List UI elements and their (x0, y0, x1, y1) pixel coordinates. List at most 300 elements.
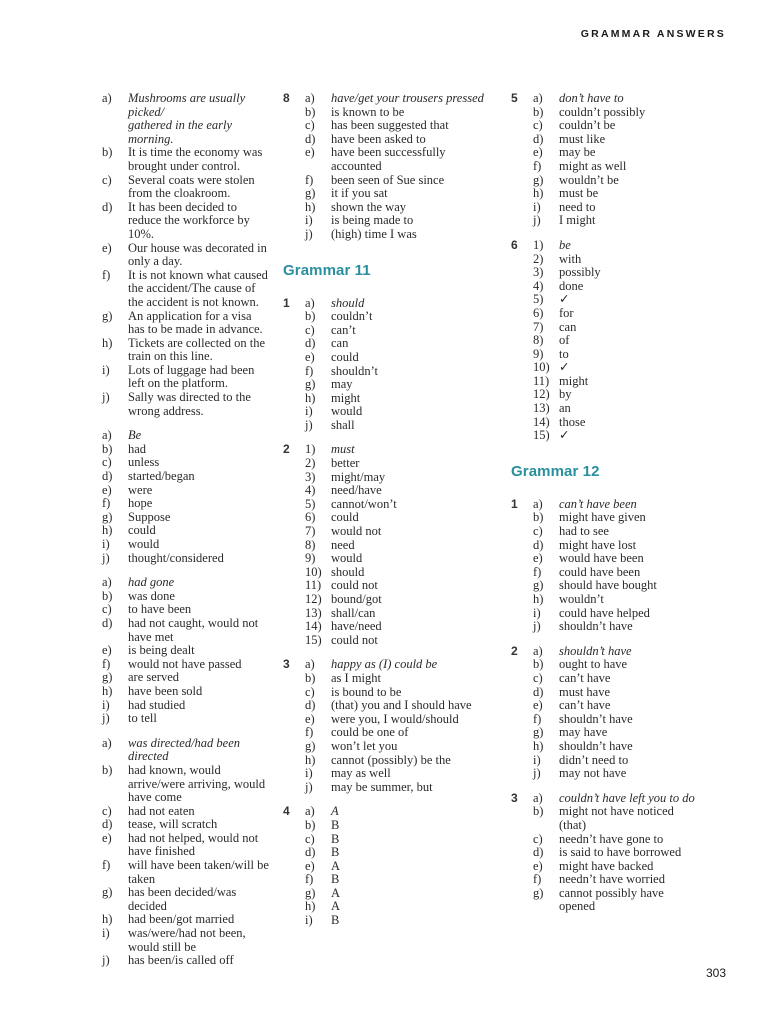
item-label: g) (102, 308, 113, 323)
item-label: b) (533, 657, 544, 672)
answer-text: from the cloakroom. (128, 186, 231, 201)
answer-text: It is time the economy was (128, 145, 263, 160)
item-label: j) (533, 766, 541, 781)
exercise-number (511, 266, 533, 280)
answer-line (511, 187, 736, 201)
exercise-number (80, 364, 102, 378)
answer-text: might/may (331, 469, 386, 484)
answer-line (80, 405, 280, 419)
item-label: j) (102, 711, 110, 726)
item-label: 7) (533, 319, 544, 334)
answer-line (80, 590, 280, 604)
item-label: d) (102, 199, 113, 214)
exercise-number (283, 781, 305, 795)
item-label: d) (533, 537, 544, 552)
exercise-number (283, 119, 305, 133)
exercise-number (80, 228, 102, 242)
answer-text: needn’t have worried (559, 872, 665, 887)
exercise-number (80, 92, 102, 119)
answer-line (80, 644, 280, 658)
item-label: f) (533, 711, 542, 726)
exercise-number (511, 552, 533, 566)
answer-text: has been suggested that (331, 118, 449, 133)
item-label: a) (102, 735, 112, 750)
exercise-number (511, 293, 533, 307)
answer-line (283, 914, 508, 928)
item-label: 8) (305, 537, 316, 552)
exercise-number (80, 511, 102, 525)
answer-text: Lots of luggage had been (128, 362, 255, 377)
item-label: c) (305, 831, 315, 846)
answer-text: must like (559, 131, 606, 146)
exercise-block (511, 498, 736, 634)
item-label: j) (533, 213, 541, 228)
exercise-number (80, 900, 102, 914)
answer-line (511, 552, 736, 566)
item-label: b) (102, 145, 113, 160)
exercise-number (80, 497, 102, 511)
answer-text: might (559, 373, 589, 388)
answer-text: has to be made in advance. (128, 322, 263, 337)
exercise-number (283, 620, 305, 634)
answer-line (80, 174, 280, 188)
exercise-number (80, 187, 102, 201)
exercise-number (511, 106, 533, 120)
exercise-number (511, 525, 533, 539)
answer-line (283, 405, 508, 419)
item-label: a) (305, 295, 315, 310)
answer-line (283, 187, 508, 201)
answer-line (80, 201, 280, 215)
answer-line (283, 566, 508, 580)
item-label: c) (533, 831, 543, 846)
exercise-number (511, 754, 533, 768)
item-label: j) (102, 550, 110, 565)
section-heading: Grammar 11 (283, 261, 371, 279)
answer-text: Sally was directed to the (128, 390, 251, 405)
item-label: 5) (305, 496, 316, 511)
item-label: h) (533, 186, 544, 201)
item-label (102, 845, 128, 859)
answer-line (511, 511, 736, 525)
exercise-number (80, 791, 102, 805)
answer-text: as I might (331, 670, 381, 685)
item-label (102, 631, 128, 645)
item-label: b) (102, 441, 113, 456)
exercise-number (511, 579, 533, 593)
answer-text: Our house was decorated in (128, 240, 267, 255)
answer-text: have been sold (128, 683, 203, 698)
exercise-number (80, 350, 102, 364)
exercise-number (283, 146, 305, 160)
answer-text: may be summer, but (331, 779, 433, 794)
answer-text: had been/got married (128, 912, 235, 927)
answer-text: must (331, 442, 355, 457)
item-label: i) (102, 537, 110, 551)
answer-text: needn’t have gone to (559, 831, 664, 846)
exercise-number (283, 106, 305, 120)
answer-text: was done (128, 588, 175, 603)
answer-line (283, 754, 508, 768)
answer-line (80, 524, 280, 538)
item-label: 11) (533, 373, 550, 388)
answer-text: can (559, 319, 577, 334)
exercise-number (511, 805, 533, 819)
exercise-block (511, 792, 736, 914)
answer-line (511, 239, 736, 253)
item-label: 6) (533, 305, 544, 320)
answer-text: could be one of (331, 725, 409, 740)
answer-text: couldn’t have left you to do (559, 790, 695, 805)
exercise-number (80, 377, 102, 391)
item-label: e) (102, 830, 112, 845)
answer-text: wrong address. (128, 403, 204, 418)
answer-text: A (331, 858, 341, 873)
exercise-number (80, 699, 102, 713)
answer-text: B (331, 913, 340, 928)
answer-text: decided (128, 898, 167, 913)
answer-text: may (331, 377, 353, 392)
exercise-number (283, 833, 305, 847)
answer-text: possibly (559, 265, 601, 280)
item-label: 15) (533, 428, 550, 443)
item-label: j) (102, 390, 110, 405)
exercise-number (283, 552, 305, 566)
answer-line (283, 419, 508, 433)
item-label: c) (305, 118, 315, 133)
item-label (305, 160, 331, 174)
exercise-block (80, 737, 280, 968)
item-label: a) (102, 575, 112, 590)
item-label: e) (305, 145, 315, 160)
answer-line (511, 686, 736, 700)
exercise-number (80, 269, 102, 283)
answer-line (283, 160, 508, 174)
answer-text: opened (559, 899, 596, 914)
exercise-number (80, 576, 102, 590)
answer-line (283, 686, 508, 700)
answer-line (80, 927, 280, 941)
answer-text: might as well (559, 158, 627, 173)
answer-line (80, 119, 280, 146)
answer-text: only a day. (128, 254, 183, 269)
answer-line (80, 631, 280, 645)
answer-line (283, 658, 508, 672)
exercise-block (511, 239, 736, 443)
exercise-number (80, 201, 102, 215)
answer-line (283, 92, 508, 106)
item-label: 2) (533, 251, 544, 266)
item-label: a) (533, 643, 543, 658)
exercise-number (283, 579, 305, 593)
item-label (102, 228, 128, 242)
exercise-number (80, 913, 102, 927)
answer-text: train on this line. (128, 349, 213, 364)
answer-text: (that) you and I should have (331, 698, 472, 713)
exercise-number (283, 539, 305, 553)
page-number: 303 (705, 966, 726, 980)
answer-line (511, 645, 736, 659)
answer-line (283, 525, 508, 539)
answer-line (283, 392, 508, 406)
item-label: b) (305, 670, 316, 685)
answer-line (80, 92, 280, 119)
item-label: b) (102, 588, 113, 603)
exercise-number (80, 832, 102, 846)
answer-text: of (559, 333, 570, 348)
answer-line (80, 818, 280, 832)
answer-line (511, 280, 736, 294)
answer-line (80, 187, 280, 201)
exercise-number (511, 253, 533, 267)
exercise-number (283, 846, 305, 860)
answer-line (283, 201, 508, 215)
answer-text: should (331, 295, 365, 310)
item-label (102, 296, 128, 310)
answer-text: were (128, 482, 153, 497)
item-label (102, 900, 128, 914)
item-label: d) (102, 615, 113, 630)
answer-line (80, 484, 280, 498)
exercise-number (80, 941, 102, 955)
answer-line (283, 351, 508, 365)
answer-line (80, 323, 280, 337)
exercise-number (80, 337, 102, 351)
exercise-number (283, 498, 305, 512)
answer-text: would not have passed (128, 656, 242, 671)
answer-text: have been asked to (331, 131, 426, 146)
item-label: f) (533, 872, 542, 887)
answer-line (80, 337, 280, 351)
answer-line (511, 873, 736, 887)
answer-text: can’t have (559, 698, 611, 713)
answer-text: accounted (331, 158, 382, 173)
item-label: j) (305, 226, 313, 241)
answer-line (511, 593, 736, 607)
answer-text: need to (559, 199, 596, 214)
answer-text: shall/can (331, 605, 376, 620)
exercise-number (283, 337, 305, 351)
exercise-number (511, 133, 533, 147)
exercise-number (80, 805, 102, 819)
exercise-number (283, 160, 305, 174)
exercise-number (80, 391, 102, 405)
exercise-block (283, 658, 508, 794)
exercise-number: 1 (283, 295, 290, 310)
item-label: e) (533, 858, 543, 873)
exercise-number (283, 214, 305, 228)
exercise-number (80, 552, 102, 566)
answer-line (283, 443, 508, 457)
item-label: 5) (533, 292, 544, 307)
answer-text: might have given (559, 510, 646, 525)
item-label (102, 350, 128, 364)
answer-line (283, 214, 508, 228)
answer-text: won’t let you (331, 738, 398, 753)
answer-text: started/began (128, 469, 195, 484)
answer-line (511, 146, 736, 160)
answer-line (283, 484, 508, 498)
answer-line (283, 106, 508, 120)
answer-line (511, 579, 736, 593)
item-label: b) (305, 309, 316, 324)
answer-text: might have backed (559, 858, 654, 873)
item-label: 3) (305, 469, 316, 484)
item-label: 3) (533, 265, 544, 280)
exercise-number (283, 201, 305, 215)
item-label: d) (305, 336, 316, 351)
item-label: 15) (305, 632, 322, 647)
item-label: a) (533, 91, 543, 105)
answer-line (283, 174, 508, 188)
answer-line (283, 873, 508, 887)
item-label: h) (102, 683, 113, 698)
exercise-number (80, 644, 102, 658)
answer-text: with (559, 251, 582, 266)
answer-line (511, 819, 736, 833)
item-label: a) (305, 91, 315, 105)
answer-line (80, 900, 280, 914)
exercise-number (283, 873, 305, 887)
item-label: d) (305, 698, 316, 713)
answer-line (80, 617, 280, 631)
answer-text: need (331, 537, 355, 552)
exercise-number: 8 (283, 91, 290, 105)
exercise-number (511, 900, 533, 914)
answer-line (511, 133, 736, 147)
item-label: g) (533, 172, 544, 187)
answer-text: has been/is called off (128, 953, 234, 968)
answer-text: couldn’t be (559, 118, 616, 133)
answer-line (80, 443, 280, 457)
answer-text: didn’t need to (559, 752, 629, 767)
item-label: i) (102, 697, 110, 712)
answer-line (80, 658, 280, 672)
answer-line (511, 672, 736, 686)
answer-line (80, 160, 280, 174)
answer-text: should have bought (559, 578, 657, 593)
answer-text: had not caught, would not (128, 615, 259, 630)
answer-line (511, 388, 736, 402)
exercise-block (80, 576, 280, 726)
exercise-number (511, 429, 533, 443)
answer-line (80, 685, 280, 699)
exercise-number (80, 323, 102, 337)
answer-text: (high) time I was (331, 226, 417, 241)
answer-line (80, 296, 280, 310)
answer-line (80, 778, 280, 792)
item-label: h) (305, 390, 316, 405)
answer-line (511, 201, 736, 215)
answer-line (283, 324, 508, 338)
answer-line (80, 146, 280, 160)
item-label: e) (102, 240, 112, 255)
answer-line (283, 471, 508, 485)
exercise-number (511, 686, 533, 700)
exercise-block (80, 92, 280, 418)
exercise-number (511, 214, 533, 228)
exercise-number (283, 686, 305, 700)
answer-text: taken (128, 871, 156, 886)
item-label: f) (533, 564, 542, 579)
exercise-number (511, 416, 533, 430)
item-label (102, 187, 128, 201)
answer-line (511, 361, 736, 375)
item-label: 14) (533, 414, 550, 429)
answer-text: shouldn’t (331, 363, 378, 378)
exercise-number (511, 321, 533, 335)
answer-text: for (559, 305, 574, 320)
exercise-number (283, 392, 305, 406)
item-label: c) (533, 670, 543, 685)
answers-column-1 (80, 92, 280, 979)
item-label: j) (102, 953, 110, 968)
item-label: h) (305, 752, 316, 767)
item-label: a) (305, 804, 315, 819)
answer-line (511, 160, 736, 174)
item-label: b) (305, 104, 316, 119)
answers-column-3 (511, 92, 736, 925)
answer-line (283, 887, 508, 901)
answer-text: I might (559, 213, 596, 228)
item-label: 14) (305, 619, 322, 634)
answer-line (511, 833, 736, 847)
item-label: a) (305, 657, 315, 672)
exercise-number (511, 607, 533, 621)
item-label: j) (533, 619, 541, 634)
exercise-number: 3 (283, 657, 290, 672)
exercise-number (283, 672, 305, 686)
answer-text: have/need (331, 619, 382, 634)
answer-text: couldn’t (331, 309, 373, 324)
exercise-number (283, 378, 305, 392)
answer-text: might not have noticed (559, 804, 674, 819)
exercise-number (80, 886, 102, 900)
answer-line (511, 429, 736, 443)
answer-text: had (128, 441, 147, 456)
answer-line (511, 266, 736, 280)
answer-line (511, 607, 736, 621)
item-label (102, 791, 128, 805)
exercise-number (80, 818, 102, 832)
exercise-number (80, 282, 102, 296)
exercise-number (283, 365, 305, 379)
exercise-number (511, 620, 533, 634)
exercise-number (511, 713, 533, 727)
item-label: h) (305, 899, 316, 914)
exercise-block (283, 805, 508, 927)
answer-line (80, 845, 280, 859)
answer-line (511, 792, 736, 806)
item-label: c) (305, 322, 315, 337)
answer-text: Suppose (128, 509, 171, 524)
answer-text: hope (128, 496, 153, 511)
exercise-number (283, 228, 305, 242)
answer-line (283, 337, 508, 351)
item-label: j) (305, 779, 313, 794)
answer-line (511, 334, 736, 348)
answer-line (511, 699, 736, 713)
item-label: g) (305, 885, 316, 900)
answer-text: could (331, 510, 359, 525)
answer-text: must have (559, 684, 611, 699)
exercise-number (283, 351, 305, 365)
exercise-number (283, 699, 305, 713)
exercise-number (283, 819, 305, 833)
item-label: c) (102, 803, 112, 818)
item-label: 10) (305, 564, 322, 579)
answer-text: have/get your trousers pressed (331, 91, 484, 105)
